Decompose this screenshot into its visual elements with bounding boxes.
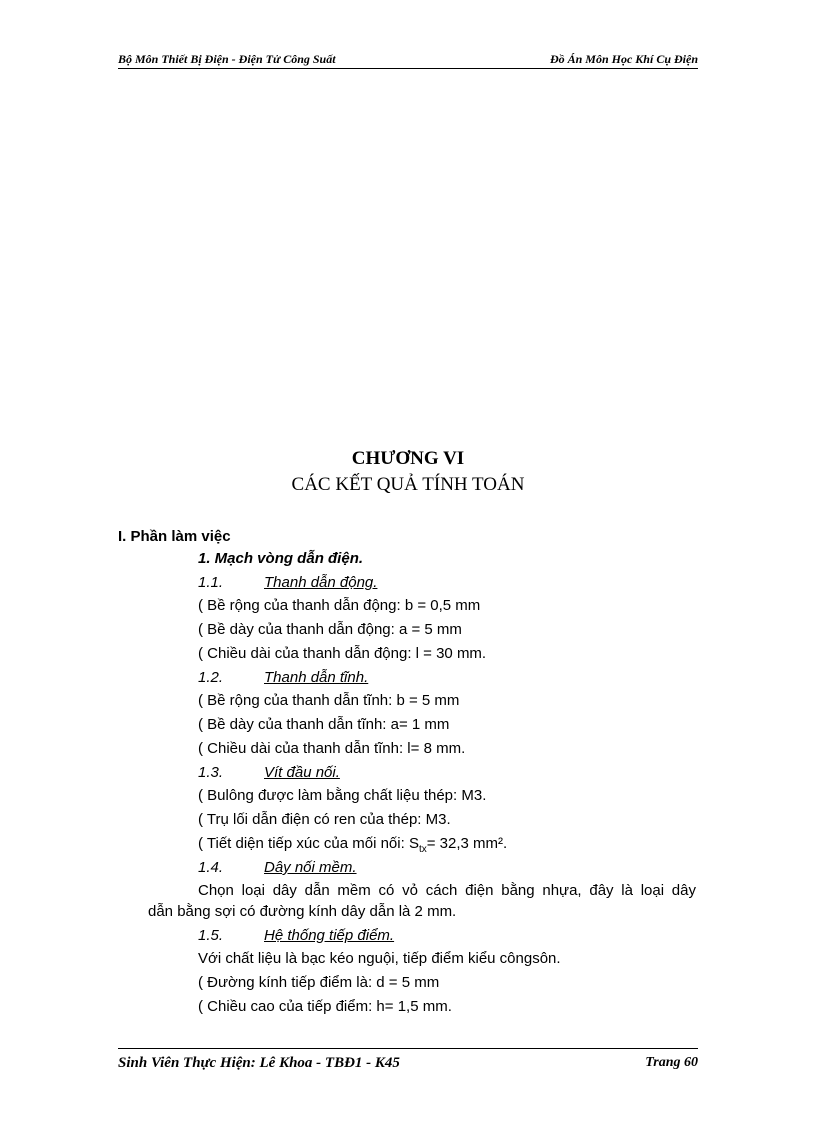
contact-area-text: ( Tiết diện tiếp xúc của mối nối: S — [198, 835, 419, 852]
chapter-title: CÁC KẾT QUẢ TÍNH TOÁN — [291, 474, 525, 495]
list-item: ( Bề dày của thanh dẫn tĩnh: a= 1 mm — [198, 716, 450, 733]
chapter-number: CHƯƠNG VI — [351, 448, 465, 469]
list-item: ( Chiều cao của tiếp điểm: h= 1,5 mm. — [198, 998, 452, 1015]
page-header — [118, 52, 698, 69]
subsubsection-title: Dây nối mềm. — [264, 859, 357, 876]
subsubsection-title: Thanh dẫn động. — [264, 574, 378, 591]
paragraph-line: Chọn loại dây dẫn mềm có vỏ cách điện bằng nhựa, đây là loại dây — [198, 882, 696, 899]
subsubsection-heading — [198, 927, 394, 945]
list-item: ( Trụ lối dẫn điện có ren của thép: M3. — [198, 811, 451, 828]
subsubsection-heading — [198, 859, 357, 877]
list-item: ( Bề rộng của thanh dẫn động: b = 0,5 mm — [198, 597, 481, 614]
list-item: ( Chiều dài của thanh dẫn động: l = 30 mm. — [198, 645, 487, 662]
subsubsection-number: 1.2. — [198, 669, 224, 686]
subsubsection-number: 1.3. — [198, 764, 224, 781]
page-footer — [118, 1048, 698, 1075]
paragraph-line: Với chất liệu là bạc kéo nguội, tiếp điểm kiểu côngsôn. — [198, 950, 561, 967]
subsubsection-number: 1.4. — [198, 859, 224, 876]
subsubsection-number: 1.5. — [198, 927, 224, 944]
list-item: ( Bề dày của thanh dẫn động: a = 5 mm — [198, 621, 462, 638]
subsubsection-heading — [198, 669, 368, 687]
subsubsection-heading — [198, 574, 377, 592]
list-item: ( Bề rộng của thanh dẫn tĩnh: b = 5 mm — [198, 692, 460, 709]
list-item: ( Chiều dài của thanh dẫn tĩnh: l= 8 mm. — [198, 740, 466, 757]
header-department: Bộ Môn Thiết Bị Điện - Điện Tử Công Suất — [118, 52, 336, 66]
subsection-heading: 1. Mạch vòng dẫn điện. — [198, 550, 364, 567]
subsubsection-heading — [198, 764, 340, 782]
header-project: Đồ Án Môn Học Khí Cụ Điện — [549, 52, 698, 66]
subsubsection-title: Vít đầu nối. — [264, 764, 340, 781]
subsubsection-number: 1.1. — [198, 574, 224, 591]
footer-page-number: Trang 60 — [645, 1055, 698, 1070]
paragraph-line: dẫn bằng sợi có đường kính dây dẫn là 2 mm. — [148, 903, 457, 920]
section-heading: I. Phần làm việc — [118, 528, 231, 545]
subsubsection-title: Hệ thống tiếp điểm. — [264, 927, 395, 944]
subsubsection-title: Thanh dẫn tĩnh. — [264, 669, 369, 686]
list-item — [198, 835, 507, 859]
footer-student: Sinh Viên Thực Hiện: Lê Khoa - TBĐ1 - K45 — [118, 1055, 400, 1071]
list-item: ( Bulông được làm bằng chất liệu thép: M3. — [198, 787, 487, 804]
list-item: ( Đường kính tiếp điểm là: d = 5 mm — [198, 974, 440, 991]
contact-area-subscript: tx — [418, 844, 427, 855]
contact-area-value: = 32,3 mm². — [426, 835, 508, 852]
